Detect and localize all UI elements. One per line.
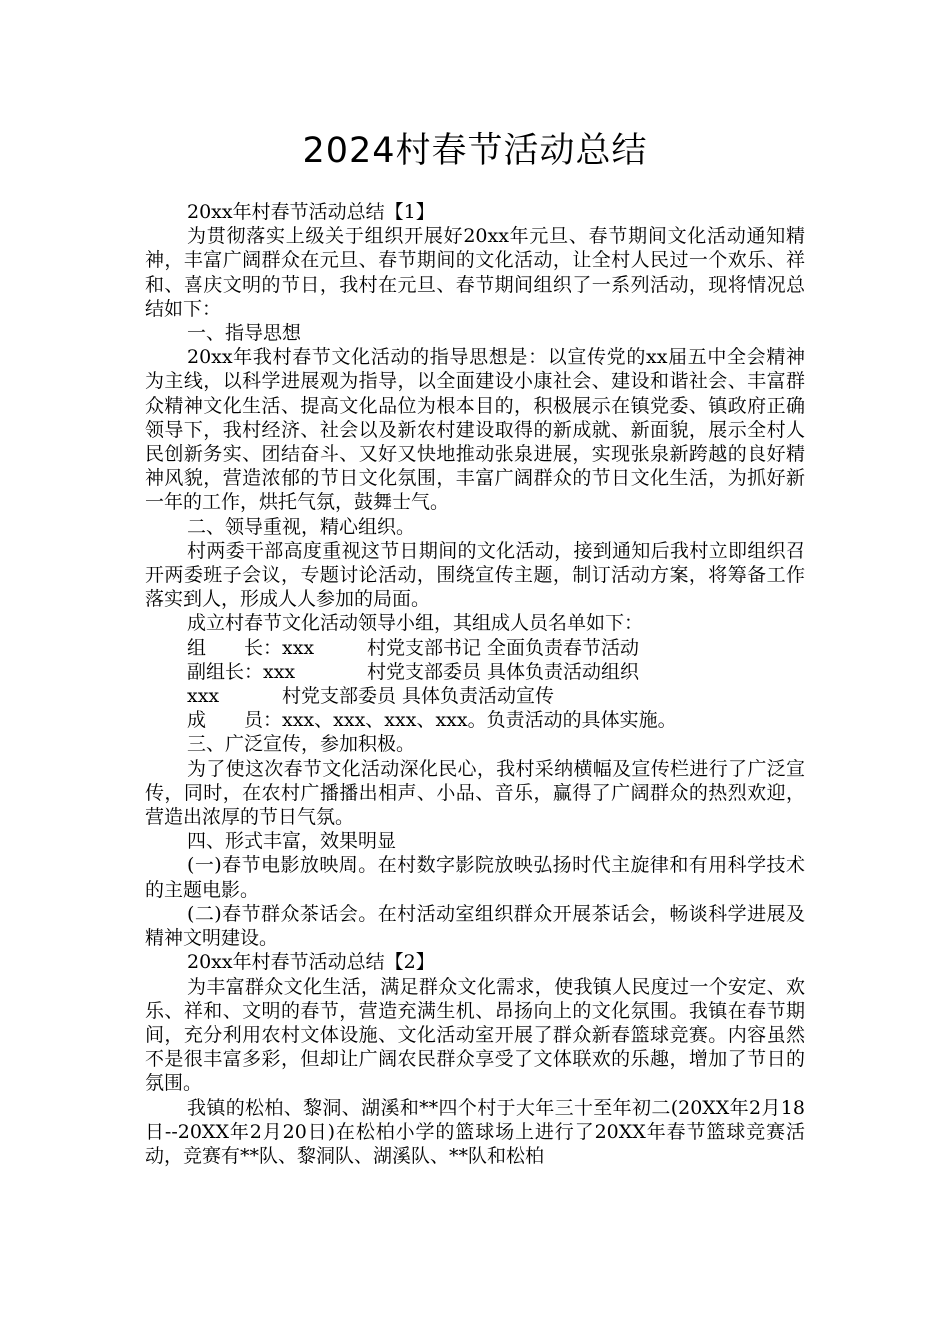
paragraph: 为贯彻落实上级关于组织开展好20xx年元旦、春节期间文化活动通知精神，丰富广阔群众在元旦、春节期间的文化活动，让全村人民过一个欢乐、祥和、喜庆文明的节日，我村在元旦、春节期间组织了一系列活动，现将情况总结如下： <box>145 225 805 320</box>
member-role: 组 长：xxx <box>187 636 315 659</box>
paragraph: 20xx年村春节活动总结【1】 <box>187 201 435 223</box>
member-role: 副组长：xxx <box>187 660 296 683</box>
section-heading: 二、领导重视，精心组织。 <box>187 515 416 538</box>
member-duty: 村党支部委员 具体负责活动宣传 <box>282 685 555 708</box>
section-heading: 三、广泛宣传，参加积极。 <box>187 733 416 756</box>
paragraph: (一)春节电影放映周。在村数字影院放映弘扬时代主旋律和有用科学技术的主题电影。 <box>145 854 805 901</box>
member-row-deputy <box>145 660 805 684</box>
section-heading: 四、形式丰富，效果明显 <box>187 830 397 853</box>
paragraph: 我镇的松柏、黎洞、湖溪和**四个村于大年三十至年初二(20XX年2月18日--20XX年2月20日)在松柏小学的篮球场上进行了20XX年春节篮球竞赛活动，竞赛有**队、黎洞队、湖溪队、**队和松柏 <box>145 1096 805 1167</box>
paragraph: (二)春节群众茶话会。在村活动室组织群众开展茶话会，畅谈科学进展及精神文明建设。 <box>145 902 805 950</box>
member-duty: 村党支部委员 具体负责活动组织 <box>367 660 640 683</box>
document-title: 2024村春节活动总结 <box>302 131 648 171</box>
document-body <box>145 200 805 1168</box>
section-heading: 一、指导思想 <box>187 322 302 345</box>
paragraph: 20xx年我村春节文化活动的指导思想是：以宣传党的xx届五中全会精神为主线，以科学进展观为指导，以全面建设小康社会、建设和谐社会、丰富群众精神文化生活、提高文化品位为根本目的，积极展示在镇党委、镇政府正确领导下，我村经济、社会以及新农村建设取得的新成就、新面貌，展示全村人民创新务实、团结奋斗、又好又快地推动张泉进展，实现张泉新跨越的良好精神风貌，营造浓郁的节日文化氛围，丰富广阔群众的节日文化生活，为抓好新一年的工作，烘托气氛，鼓舞士气。 <box>145 346 805 514</box>
paragraph: 为了使这次春节文化活动深化民心，我村采纳横幅及宣传栏进行了广泛宣传，同时，在农村广播播出相声、小品、音乐，赢得了广阔群众的热烈欢迎，营造出浓厚的节日气氛。 <box>145 757 805 829</box>
member-row-members <box>145 708 805 732</box>
paragraph: 为丰富群众文化生活，满足群众文化需求，使我镇人民度过一个安定、欢乐、祥和、文明的春节，营造充满生机、昂扬向上的文化氛围。我镇在春节期间，充分利用农村文体设施、文化活动室开展了群众新春篮球竞赛。内容虽然不是很丰富多彩，但却让广阔农民群众享受了文体联欢的乐趣，增加了节日的氛围。 <box>145 975 805 1095</box>
member-row-leader <box>145 636 805 660</box>
member-row-publicity <box>145 684 805 708</box>
member-role: 成 员：xxx、xxx、xxx、xxx。负责活动的具体实施。 <box>187 709 677 732</box>
member-duty: 村党支部书记 全面负责春节活动 <box>367 636 640 659</box>
paragraph: 村两委干部高度重视这节日期间的文化活动，接到通知后我村立即组织召开两委班子会议，专题讨论活动，围绕宣传主题，制订活动方案，将筹备工作落实到人，形成人人参加的局面。 <box>145 539 805 611</box>
paragraph: 20xx年村春节活动总结【2】 <box>187 951 435 974</box>
paragraph: 成立村春节文化活动领导小组，其组成人员名单如下： <box>187 612 644 635</box>
member-role: xxx <box>187 685 220 708</box>
